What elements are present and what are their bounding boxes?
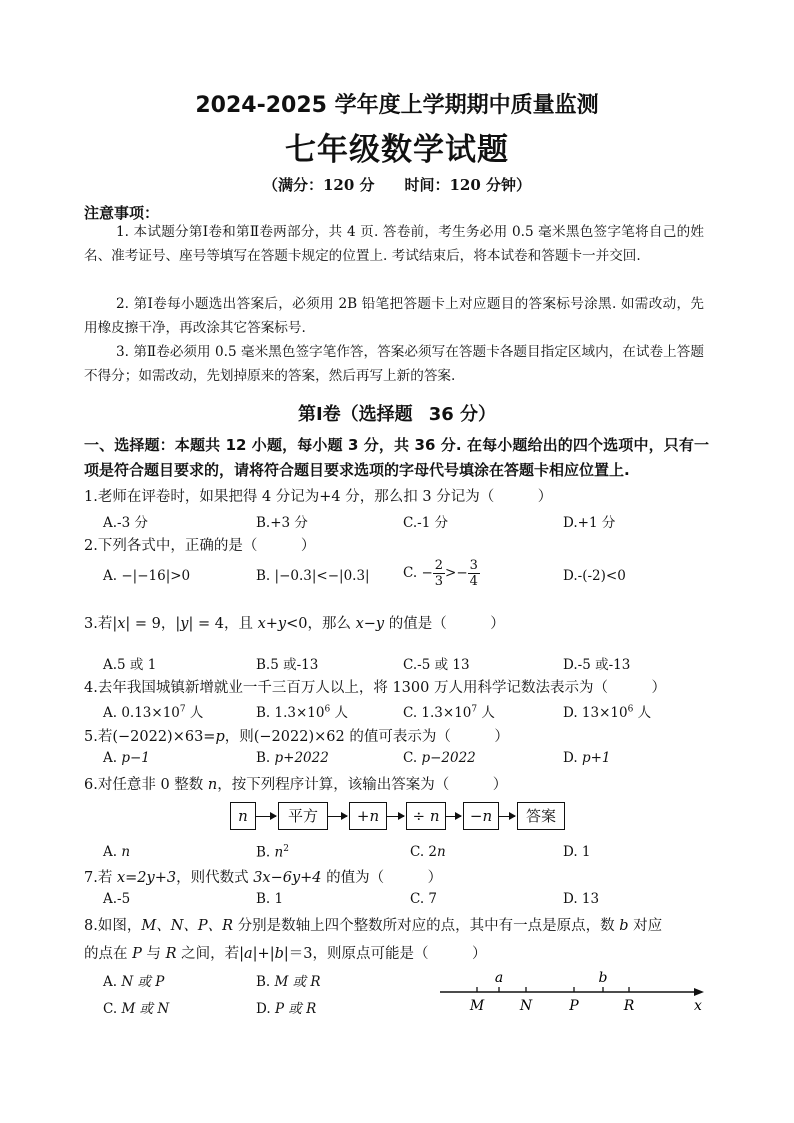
question-7-option-a: A.-5 [103, 891, 131, 907]
question-4-option-a: A. $0.13\times 10^7$ 人 [103, 704, 204, 721]
label-n: N [519, 998, 533, 1014]
note-3: 3. 第Ⅱ卷必须用 0.5 毫米黑色签字笔作答，答案必须写在答题卡各题目指定区域内，在试卷上答题不得分；如需改动，先划掉原来的答案，然后再写上新的答案. [84, 344, 704, 384]
label-b: b [598, 970, 608, 986]
question-7-option-c: C. 7 [410, 891, 438, 907]
question-6-option-a: A. n [103, 844, 131, 860]
question-5-option-c: C. p−2022 [403, 750, 476, 766]
section-instruction: 一、选择题：本题共 12 小题，每小题 3 分，共 36 分. 在每小题给出的四个选项中，只有一项是符合题目要求的，请将符合题目要求选项的字母代号填涂在答题卡相应位置上. [84, 436, 709, 479]
flow-box-divide-n: ÷ n [406, 802, 446, 830]
label-m: M [469, 998, 485, 1014]
flow-box-add-n: +n [349, 802, 387, 830]
question-7-stem: 7.若 x=2y+3，则代数式 3x−6y+4 的值为（ ） [84, 870, 443, 886]
label-p: P [569, 998, 579, 1014]
label-x: x [694, 998, 702, 1014]
label-a: a [494, 970, 504, 986]
label-r: R [623, 998, 635, 1014]
question-3-option-d: D.-5 或-13 [563, 657, 631, 673]
flow-box-input: n [230, 802, 256, 830]
question-1-option-a: A.-3 分 [103, 515, 148, 531]
question-4-stem: 4.去年我国城镇新增就业一千三百万人以上，将 1300 万人用科学记数法表示为（ ） [84, 680, 666, 696]
flow-box-subtract-n: −n [463, 802, 499, 830]
note-2: 2. 第Ⅰ卷每小题选出答案后，必须用 2B 铅笔把答题卡上对应题目的答案标号涂黑. 如需改动，先用橡皮擦干净，再改涂其它答案标号. [84, 296, 704, 336]
question-3-option-b: B.5 或-13 [256, 657, 319, 673]
axis-arrowhead [694, 988, 704, 996]
flow-arrow [499, 816, 515, 817]
question-8-stem-line-1: 8.如图，M、N、P、R 分别是数轴上四个整数所对应的点，其中有一点是原点，数 b 对应 [84, 918, 663, 934]
question-7-option-d: D. 13 [563, 891, 600, 907]
question-5-option-d: D. p+1 [563, 750, 611, 766]
question-2-option-d: D.-(-2)<0 [563, 568, 626, 584]
question-5-option-b: B. p+2022 [256, 750, 329, 766]
question-7-option-b: B. 1 [256, 891, 284, 907]
question-1-option-c: C.-1 分 [403, 515, 449, 531]
notes-heading: 注意事项： [84, 204, 160, 222]
number-line-figure [436, 968, 716, 1018]
exam-meta: （满分：120 分 时间：120 分钟） [262, 176, 532, 194]
question-3-option-a: A.5 或 1 [103, 657, 157, 673]
question-1-option-d: D.+1 分 [563, 515, 616, 531]
question-6-option-c: C. 2n [410, 844, 446, 860]
flow-arrow [446, 816, 461, 817]
question-8-option-b: B. M 或 R [256, 974, 321, 990]
question-6-stem: 6.对任意非 0 整数 n，按下列程序计算，该输出答案为（ ） [84, 777, 508, 793]
question-8-option-c: C. M 或 N [103, 1001, 170, 1017]
question-5-stem: 5.若(−2022)×63=p，则(−2022)×62 的值可表示为（ ） [84, 729, 509, 745]
question-3-stem: 3.若|x| = 9，|y| = 4，且 x+y<0，那么 x−y 的值是（ ） [84, 616, 505, 632]
question-8-option-d: D. P 或 R [256, 1001, 317, 1017]
question-4-option-b: B. $1.3\times 10^6$ 人 [256, 704, 348, 721]
question-6-option-b: B. $n^2$ [256, 844, 289, 861]
question-4-option-d: D. $13\times 10^6$ 人 [563, 704, 652, 721]
question-2-option-b: B. |−0.3|<−|0.3| [256, 568, 370, 584]
note-1: 1. 本试题分第Ⅰ卷和第Ⅱ卷两部分，共 4 页. 答卷前，考生务必用 0.5 毫米黑色签字笔将自己的姓名、准考证号、座号等填写在答题卡规定的位置上. 考试结束后，将本试卷和答题卡一并交回. [84, 224, 704, 264]
fraction-three-quarters: $\frac{3}{4}$ [469, 558, 478, 589]
question-8-option-a: A. N 或 P [103, 974, 165, 990]
question-5-option-a: A. p−1 [103, 750, 150, 766]
flow-arrow [387, 816, 404, 817]
exam-title: 七年级数学试题 [285, 132, 509, 168]
section-title: 第Ⅰ卷（选择题 36 分） [297, 404, 497, 425]
question-6-option-d: D. 1 [563, 844, 591, 860]
flow-box-answer: 答案 [517, 802, 565, 830]
question-2-option-a: A. −|−16|>0 [103, 568, 191, 584]
question-8-stem-line-2: 的点在 P 与 R 之间，若|a|+|b|＝3，则原点可能是（ ） [84, 946, 487, 962]
flow-arrow [256, 816, 276, 817]
fraction-two-thirds: $\frac{2}{3}$ [434, 558, 444, 589]
question-2-stem: 2.下列各式中，正确的是（ ） [84, 538, 316, 554]
question-4-option-c: C. $1.3\times 10^7$ 人 [403, 704, 495, 721]
question-3-option-c: C.-5 或 13 [403, 657, 470, 673]
flow-box-square: 平方 [278, 802, 328, 830]
question-1-option-b: B.+3 分 [256, 515, 308, 531]
flow-arrow [328, 816, 347, 817]
question-2-option-c: C. − $\frac{2}{3}$ >− $\frac{3}{4}$ [403, 558, 478, 589]
question-1-stem: 1.老师在评卷时，如果把得 4 分记为+4 分，那么扣 3 分记为（ ） [84, 489, 553, 505]
exam-header-line: 2024-2025 学年度上学期期中质量监测 [195, 93, 599, 118]
